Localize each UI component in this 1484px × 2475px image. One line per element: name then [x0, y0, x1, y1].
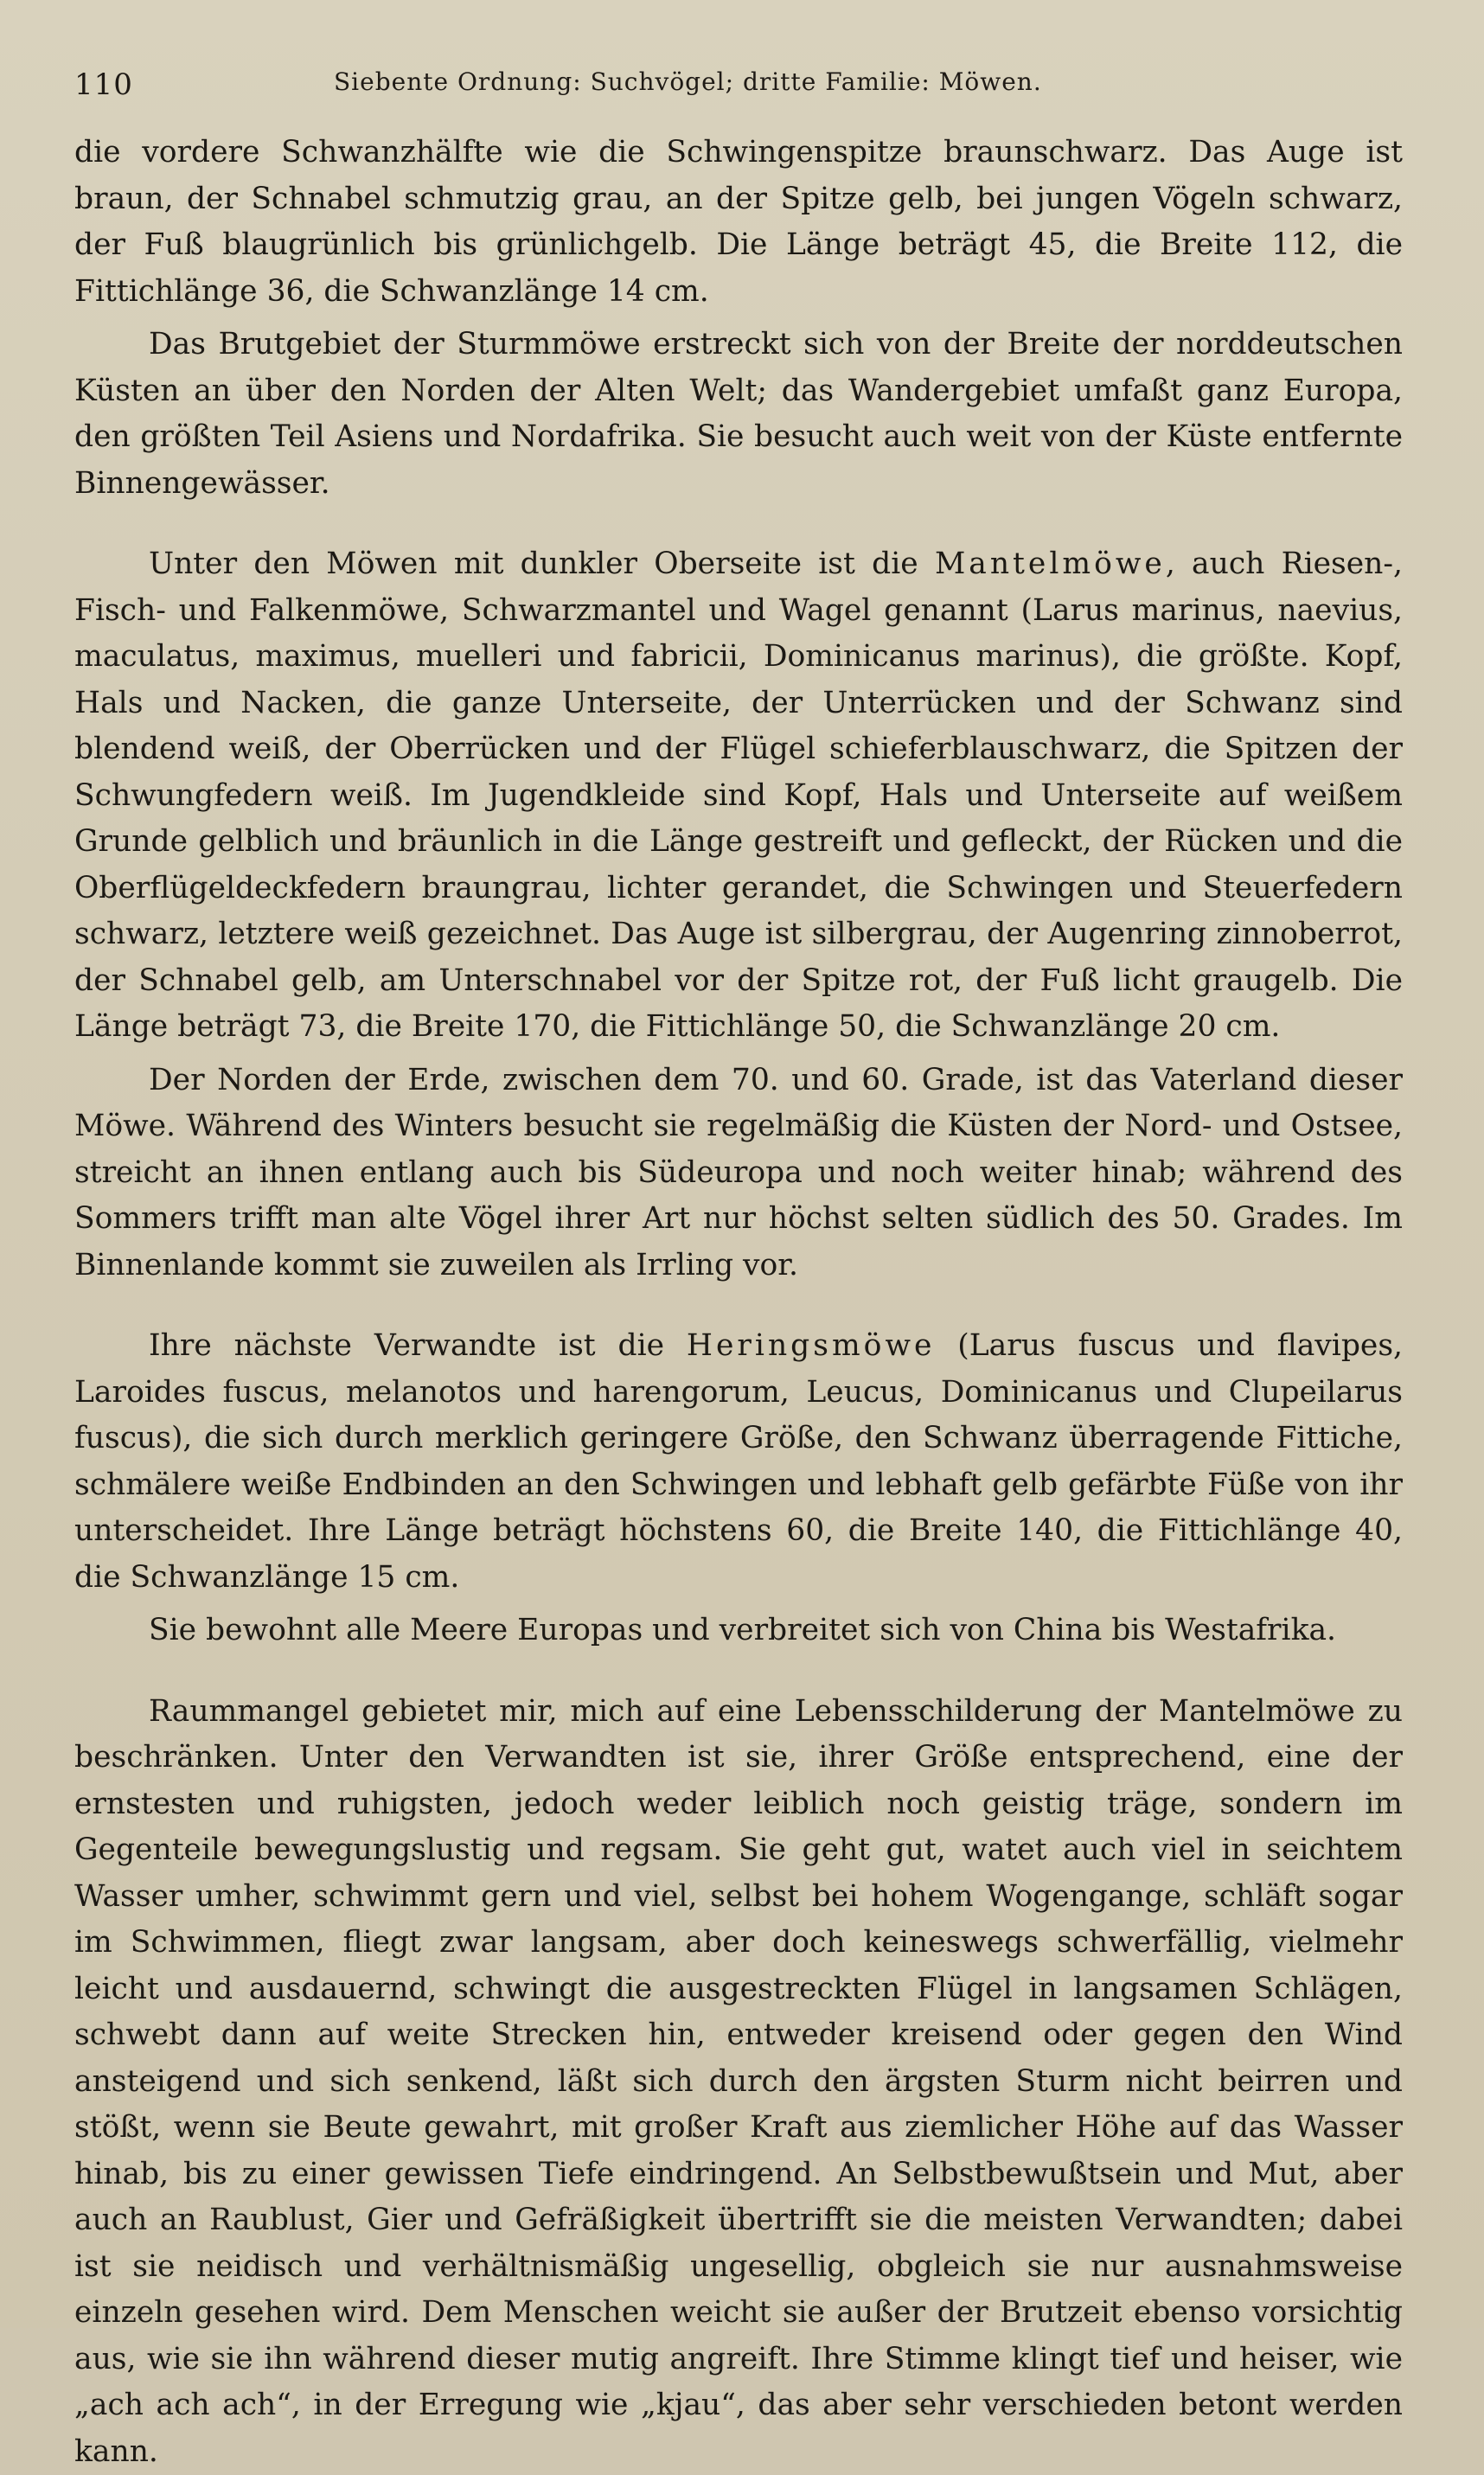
paragraph-5 — [74, 1323, 1403, 1601]
species-name-heringsmoewe: Heringsmöwe — [687, 1328, 935, 1363]
paragraph-5-body: (Larus fuscus und flavipes, Laroides fuscus, melanotos und harengorum, Leucus, Dominicanus und Clupeilarus fuscus), die sich durch merklich geringere Größe, den Schwanz überragende Fittiche, schmälere weiße Endbinden an den Schwingen und lebhaft gelb gefärbte Füße von ihr unterscheidet. Ihre Länge beträgt höchstens 60, die Breite 140, die Fittichlänge 40, die Schwanzlänge 15 cm. — [74, 1328, 1403, 1595]
paragraph-2: Das Brutgebiet der Sturmmöwe erstreckt sich von der Breite der norddeutschen Küsten an über den Norden der Alten Welt; das Wandergebiet umfaßt ganz Europa, den größten Teil Asiens und Nordafrika. Sie besucht auch weit von der Küste entfernte Binnengewässer. — [74, 322, 1403, 507]
species-name-mantelmoewe: Mantelmöwe — [935, 547, 1166, 581]
paragraph-1: die vordere Schwanzhälfte wie die Schwingenspitze braunschwarz. Das Auge ist braun, der Schnabel schmutzig grau, an der Spitze gelb, bei jungen Vögeln schwarz, der Fuß blaugrünlich bis grünlichgelb. Die Länge beträgt 45, die Breite 112, die Fittichlänge 36, die Schwanzlänge 14 cm. — [74, 130, 1403, 315]
paragraph-6: Sie bewohnt alle Meere Europas und verbreitet sich von China bis Westafrika. — [74, 1608, 1403, 1654]
body-text — [74, 130, 1403, 2475]
paragraph-3-lead: Unter den Möwen mit dunkler Oberseite ist die — [149, 547, 935, 581]
paragraph-5-lead: Ihre nächste Verwandte ist die — [149, 1328, 687, 1363]
paragraph-7: Raummangel gebietet mir, mich auf eine Lebensschilderung der Mantelmöwe zu beschränken. Unter den Verwandten ist sie, ihrer Größe entsprechend, eine der ernstesten und ruhigsten, jedoch weder leiblich noch geistig träge, sondern im Gegenteile bewegungslustig und regsam. Sie geht gut, watet auch viel in seichtem Wasser umher, schwimmt gern und viel, selbst bei hohem Wogengange, schläft sogar im Schwimmen, fliegt zwar langsam, aber doch keineswegs schwerfällig, vielmehr leicht und ausdauernd, schwingt die ausgestreckten Flügel in langsamen Schlägen, schwebt dann auf weite Strecken hin, entweder kreisend oder gegen den Wind ansteigend und sich senkend, läßt sich durch den ärgsten Sturm nicht beirren und stößt, wenn sie Beute gewahrt, mit großer Kraft aus ziemlicher Höhe auf das Wasser hinab, bis zu einer gewissen Tiefe eindringend. An Selbstbewußtsein und Mut, aber auch an Raublust, Gier und Gefräßigkeit übertrifft sie die meisten Verwandten; dabei ist sie neidisch und verhältnismäßig ungesellig, obgleich sie nur ausnahmsweise einzeln gesehen wird. Dem Menschen weicht sie außer der Brutzeit ebenso vorsichtig aus, wie sie ihn während dieser mutig angreift. Ihre Stimme klingt tief und heiser, wie „ach ach ach“, in der Erregung wie „kjau“, das aber sehr verschieden betont werden kann. — [74, 1689, 1403, 2475]
page-header — [74, 67, 1423, 111]
running-head: Siebente Ordnung: Suchvögel; dritte Familie: Möwen. — [334, 67, 1042, 96]
paragraph-3-body: , auch Riesen-, Fisch- und Falkenmöwe, Schwarzmantel und Wagel genannt (Larus marinus, naevius, maculatus, maximus, muelleri und fabricii, Dominicanus marinus), die größte. Kopf, Hals und Nacken, die ganze Unterseite, der Unterrücken und der Schwanz sind blendend weiß, der Oberrücken und der Flügel schieferblauschwarz, die Spitzen der Schwungfedern weiß. Im Jugendkleide sind Kopf, Hals und Unterseite auf weißem Grunde gelblich und bräunlich in die Länge gestreift und gefleckt, der Rücken und die Oberflügeldeckfedern braungrau, lichter gerandet, die Schwingen und Steuerfedern schwarz, letztere weiß gezeichnet. Das Auge ist silbergrau, der Augenring zinnoberrot, der Schnabel gelb, am Unterschnabel vor der Spitze rot, der Fuß licht graugelb. Die Länge beträgt 73, die Breite 170, die Fittichlänge 50, die Schwanzlänge 20 cm. — [74, 547, 1403, 1044]
page-number: 110 — [74, 67, 133, 102]
paragraph-3 — [74, 541, 1403, 1051]
paragraph-4: Der Norden der Erde, zwischen dem 70. und 60. Grade, ist das Vaterland dieser Möwe. Während des Winters besucht sie regelmäßig die Küsten der Nord- und Ostsee, streicht an ihnen entlang auch bis Südeuropa und noch weiter hinab; während des Sommers trifft man alte Vögel ihrer Art nur höchst selten südlich des 50. Grades. Im Binnenlande kommt sie zuweilen als Irrling vor. — [74, 1058, 1403, 1289]
